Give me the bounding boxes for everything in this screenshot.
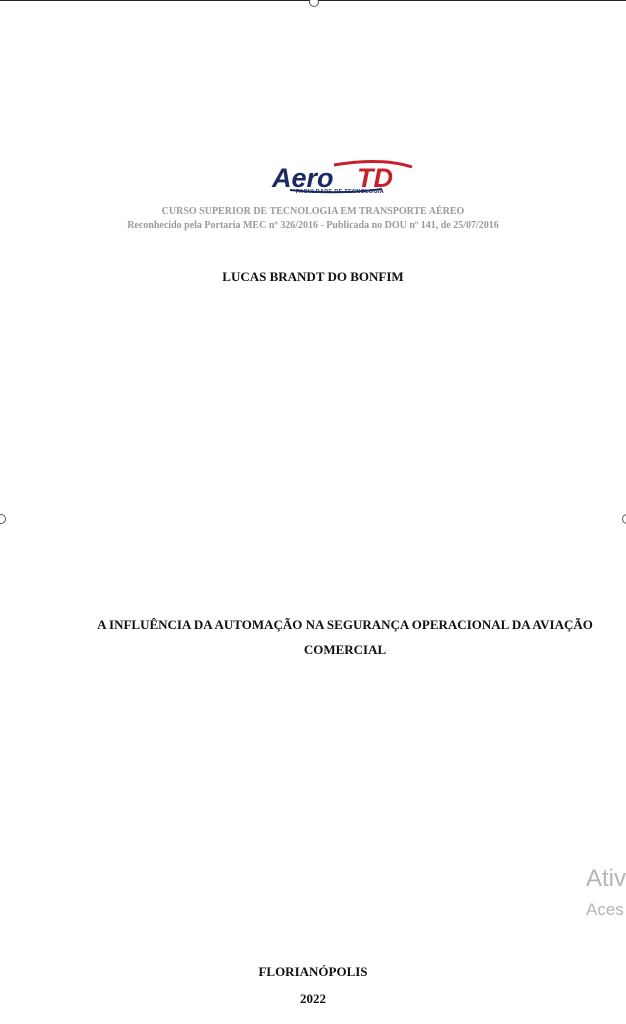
logo-wordmark-aero: Aero [272,163,334,193]
right-resize-handle[interactable] [622,514,626,524]
logo-tagline: FACULDADE DE TECNOLOGIA [295,189,385,195]
activation-watermark-line1: Ativ [586,865,626,892]
activation-watermark-line2: Aces [586,900,624,919]
thesis-title [80,612,610,662]
author-name: LUCAS BRANDT DO BONFIM [222,269,404,284]
title-line-2: COMERCIAL [303,642,387,657]
course-name: CURSO SUPERIOR DE TECNOLOGIA EM TRANSPORTE AÉREO [161,206,465,217]
city: FLORIANÓPOLIS [258,964,368,979]
logo-wordmark-td: TD [357,163,393,193]
top-resize-handle[interactable] [309,0,319,7]
recognition-line: Reconhecido pela Portaria MEC nº 326/2016 - Publicada no DOU nº 141, de 25/07/2016 [127,220,499,231]
year: 2022 [300,991,326,1006]
left-resize-handle[interactable] [0,514,6,524]
title-line-1: A INFLUÊNCIA DA AUTOMAÇÃO NA SEGURANÇA OPERACIONAL DA AVIAÇÃO [97,617,593,632]
